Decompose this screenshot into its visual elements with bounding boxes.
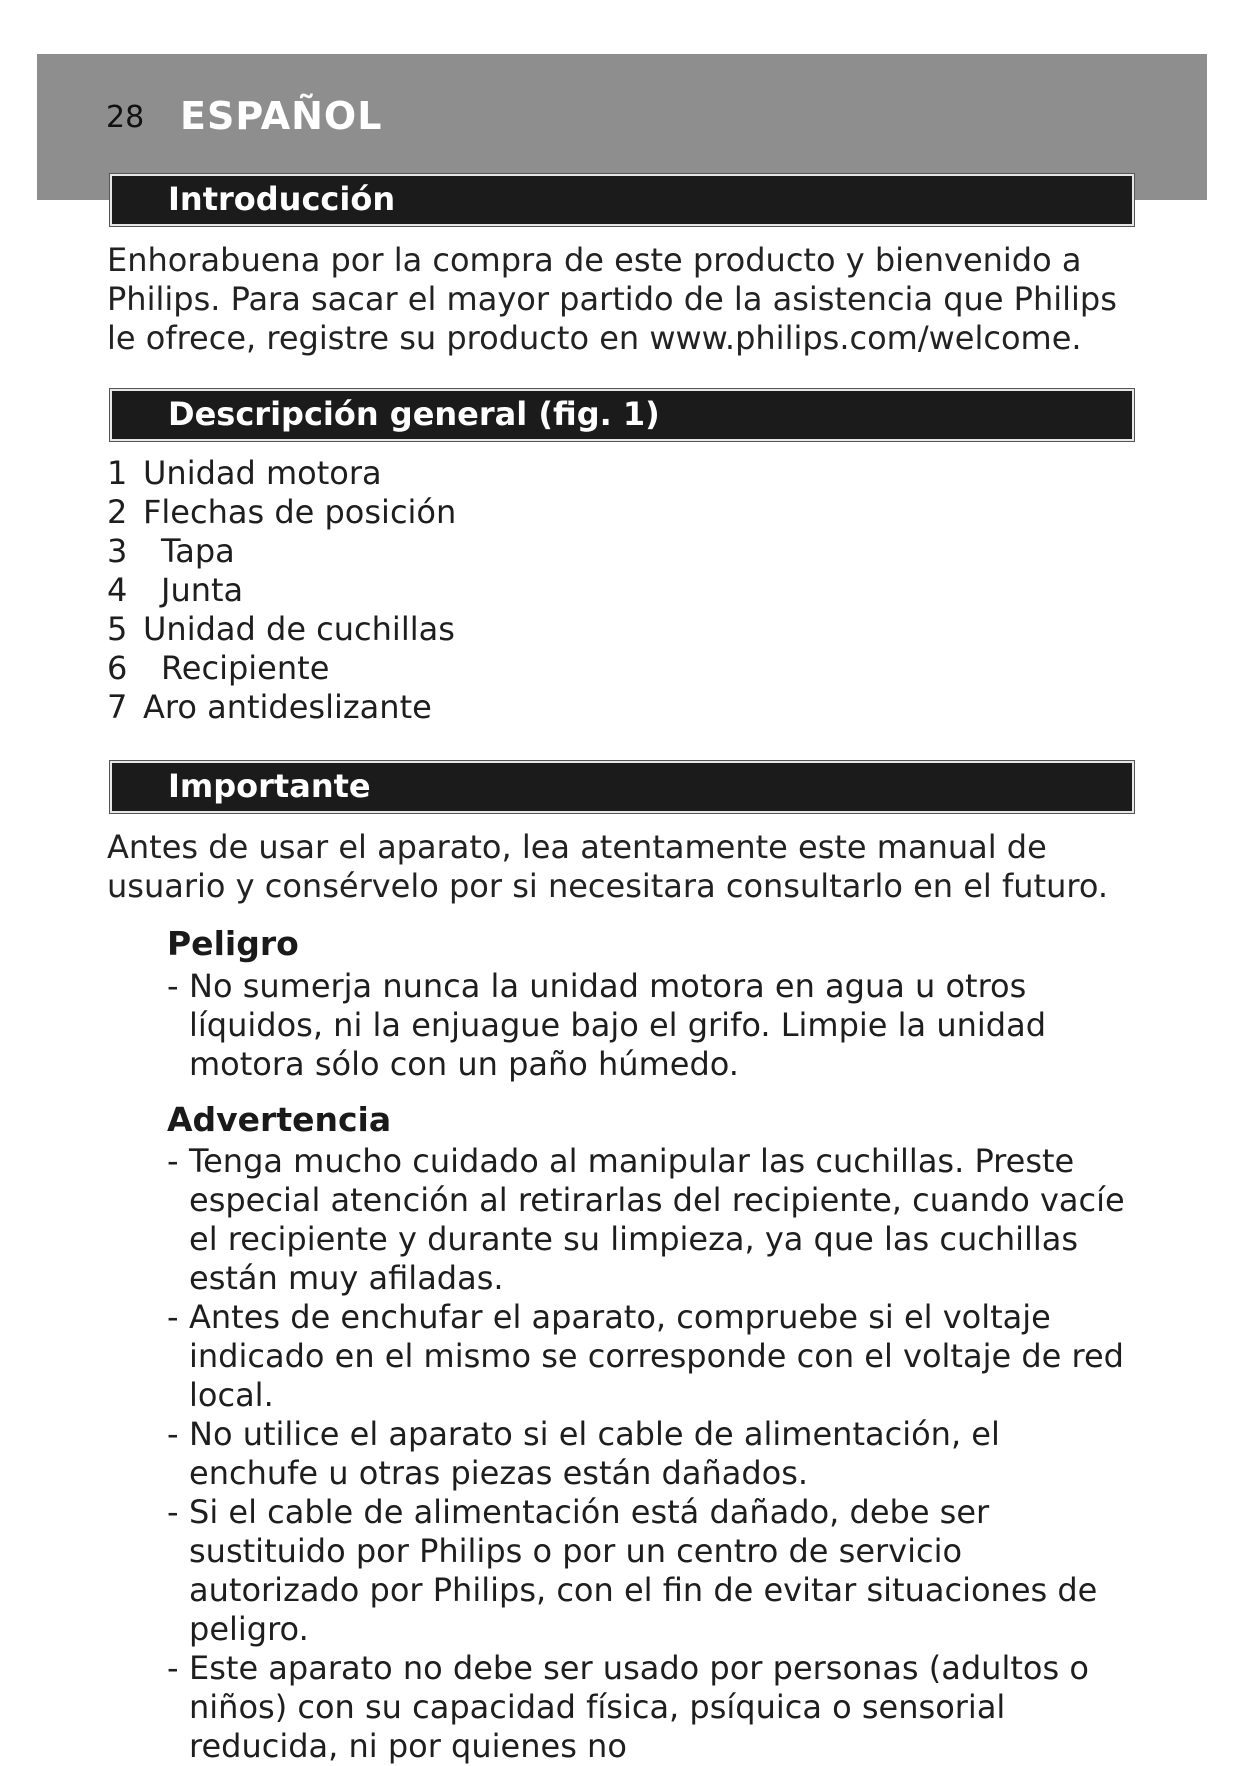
danger-heading: Peligro	[167, 924, 299, 963]
list-item: - No utilice el aparato si el cable de alimentación, el enchufe u otras piezas están dañados.	[167, 1415, 1000, 1492]
list-item: 2 Flechas de posición	[107, 493, 457, 531]
section-title-intro: Introducción	[168, 180, 396, 218]
warning-list	[127, 1142, 1127, 1766]
section-title-important: Importante	[168, 767, 371, 805]
list-item: 3 Tapa	[107, 532, 235, 570]
overview-list	[107, 454, 456, 727]
list-item: 4 Junta	[107, 571, 244, 609]
list-item: 1 Unidad motora	[107, 454, 382, 492]
list-item: - Si el cable de alimentación está dañado, debe ser sustituido por Philips o por un centro de servicio autorizado por Philips, con el fin de evitar situaciones de peligro.	[167, 1493, 1098, 1648]
section-title-overview: Descripción general (fig. 1)	[168, 395, 660, 433]
warning-heading: Advertencia	[167, 1100, 392, 1139]
intro-paragraph: Enhorabuena por la compra de este producto y bienvenido a Philips. Para sacar el mayor partido de la asistencia que Philips le ofrece, registre su producto en www.philips.com/welcome.	[107, 241, 1117, 357]
section-header-overview	[110, 389, 1134, 441]
list-item: 6 Recipiente	[107, 649, 330, 687]
list-item: 5 Unidad de cuchillas	[107, 610, 455, 648]
section-header-intro	[110, 174, 1134, 226]
page-number: 28	[106, 100, 145, 135]
list-item: - No sumerja nunca la unidad motora en agua u otros líquidos, ni la enjuague bajo el grifo. Limpie la unidad motora sólo con un paño húmedo.	[167, 967, 1046, 1083]
list-item: - Antes de enchufar el aparato, compruebe si el voltaje indicado en el mismo se corresponde con el voltaje de red local.	[167, 1298, 1124, 1414]
important-paragraph: Antes de usar el aparato, lea atentamente este manual de usuario y consérvelo por si necesitara consultarlo en el futuro.	[107, 828, 1108, 905]
section-header-important	[110, 761, 1134, 813]
list-item: - Este aparato no debe ser usado por personas (adultos o niños) con su capacidad física, psíquica o sensorial reducida, ni por quienes no	[167, 1649, 1089, 1765]
list-item: - Tenga mucho cuidado al manipular las cuchillas. Preste especial atención al retirarlas del recipiente, cuando vacíe el recipiente y durante su limpieza, ya que las cuchillas están muy afiladas.	[167, 1142, 1125, 1297]
danger-list	[127, 967, 1127, 1084]
list-item: 7 Aro antideslizante	[107, 688, 432, 726]
language-title: ESPAÑOL	[180, 94, 383, 138]
